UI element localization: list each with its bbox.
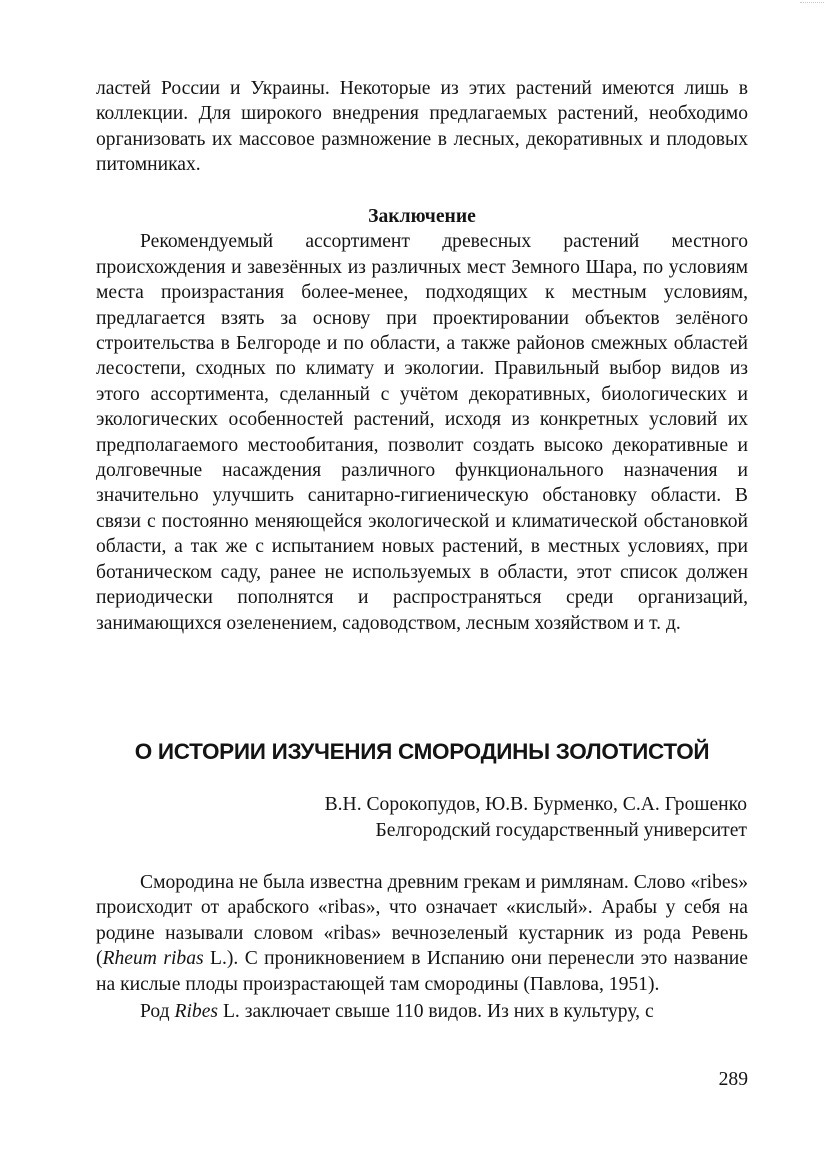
conclusion-paragraph: Рекомендуемый ассортимент древесных растений местного происхождения и завезённых из различных мест Земного Шара, по условиям места произрастания более-менее, подходящих к местным условиям, предлагается взять за основу при проектировании объектов зелёного строительства в Белгороде и по области, а также районов смежных областей лесостепи, сходных по климату и экологии. Правильный выбор видов из этого ассортимента, сделанный с учётом декоративных, биологических и экологических особенностей растений, исходя из конкретных условий их предполагаемого местообитания, позволит создать высоко декоративные и долговечные насаждения различного функционального назначения и значительно улучшить санитарно-гигиеническую обстановку области. В связи с постоянно меняющейся экологической и климатической обстановкой области, а так же с испытанием новых растений, в местных условиях, при ботаническом саду, ранее не используемых в области, этот список должен периодически пополнятся и распространяться среди организаций, занимающихся озеленением, садоводством, лесным хозяйством и т. д. bbox=[96, 231, 748, 634]
author-block bbox=[96, 792, 747, 844]
paragraph-text: L.). С проникновением в Испанию они перенесли это название на кислые плоды произрастающей там смородины (Павлова, 1951). bbox=[96, 948, 748, 995]
article-paragraph-1 bbox=[96, 870, 748, 997]
article-affiliation: Белгородский государственный университет bbox=[375, 820, 747, 841]
intro-block bbox=[96, 76, 748, 178]
scan-artifact bbox=[800, 2, 824, 3]
latin-name: Rheum ribas bbox=[102, 948, 204, 970]
paragraph-text: L. заключает свыше 110 видов. Из них в культуру, с bbox=[218, 1001, 654, 1023]
article-title: О ИСТОРИИ ИЗУЧЕНИЯ СМОРОДИНЫ ЗОЛОТИСТОЙ bbox=[134, 739, 710, 764]
conclusion-heading: Заключение bbox=[368, 206, 476, 227]
article-body bbox=[96, 870, 748, 1024]
latin-name: Ribes bbox=[174, 1001, 219, 1023]
conclusion-section bbox=[96, 204, 748, 636]
paragraph-text: Род bbox=[140, 1001, 175, 1023]
intro-paragraph: ластей России и Украины. Некоторые из этих растений имеются лишь в коллекции. Для широкого внедрения предлагаемых растений, необходимо организовать их массовое размножение в лесных, декоративных и плодовых питомниках. bbox=[96, 78, 748, 176]
article-paragraph-2 bbox=[96, 999, 748, 1024]
paragraph-text: Смородина не была известна древним грекам и римлянам. Слово «ribes» происходит от арабского «ribas», что означает «кислый». Арабы у себя на родине называли словом «ribas» вечнозеленый кустарник из рода Ревень ( bbox=[96, 872, 748, 970]
article-authors: В.Н. Сорокопудов, Ю.В. Бурменко, С.А. Грошенко bbox=[324, 794, 747, 815]
page-number: 289 bbox=[718, 1069, 748, 1090]
